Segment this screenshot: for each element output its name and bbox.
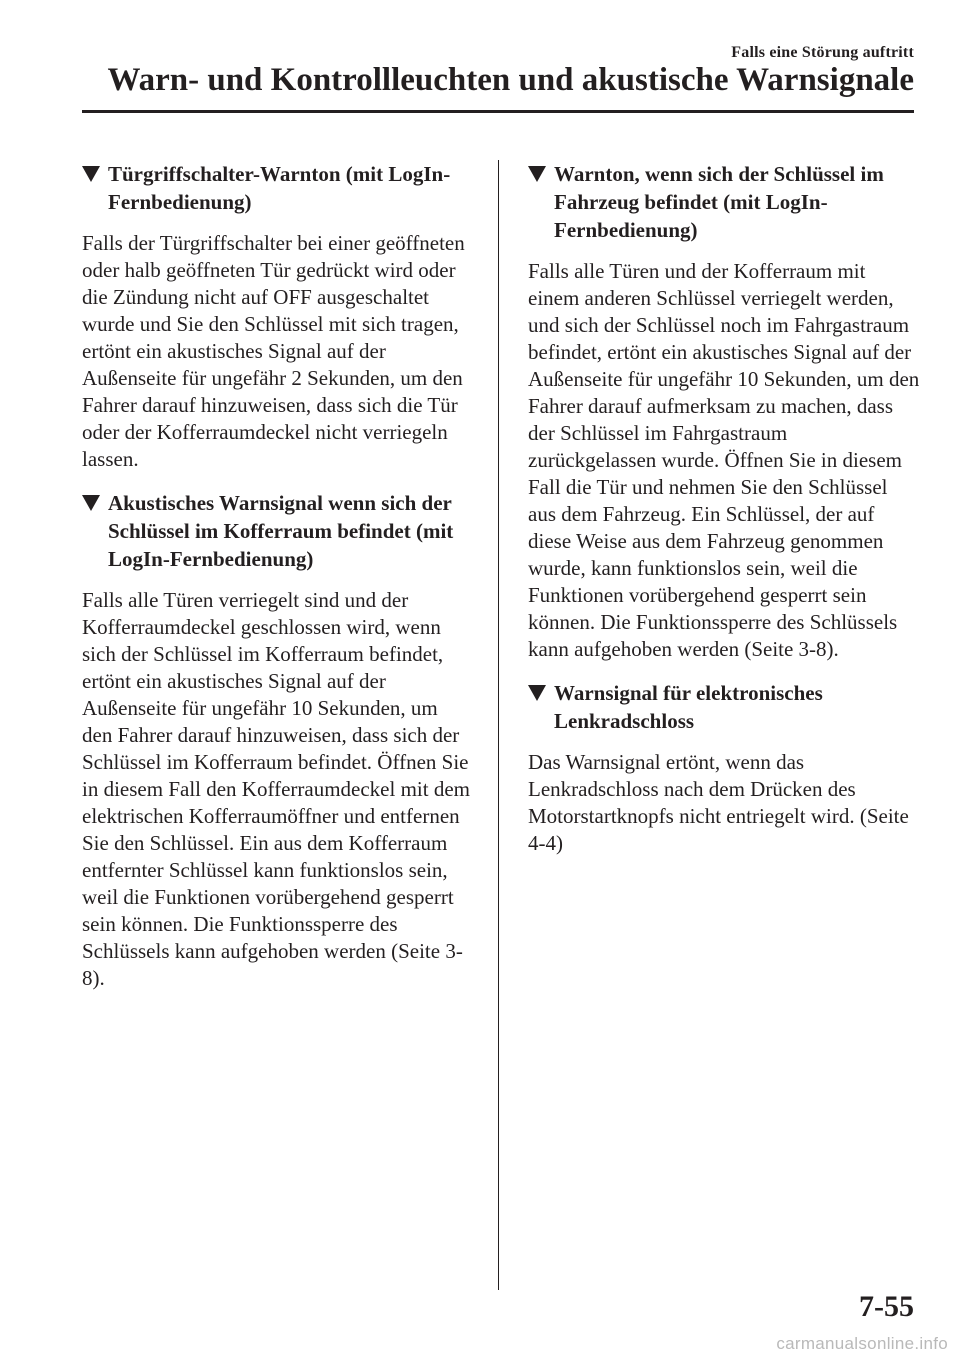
heading-text: Akustisches Warnsignal wenn sich der Schlüssel im Kofferraum befindet (mit LogIn-Fernbedienung) (108, 491, 454, 571)
column-divider (498, 160, 499, 1290)
triangle-bullet-icon (82, 495, 100, 511)
body-paragraph: Falls alle Türen verriegelt sind und der Kofferraumdeckel geschlossen wird, wenn sich der Schlüssel im Kofferraum befindet, ertönt ein akustisches Signal auf der Außenseite für ungefähr 10 Sekunden, um den Fahrer darauf hinzuweisen, dass sich der Schlüssel im Kofferraum befindet. Öffnen Sie in diesem Fall den Kofferraumdeckel mit dem elektrischen Kofferraumöffner und entfernen Sie den Schlüssel. Ein aus dem Kofferraum entfernter Schlüssel kann funktionslos sein, weil die Funktionen vorübergehend gesperrt sein können. Die Funktionssperre des Schlüssels kann aufgehoben werden (Seite 3-8). (82, 588, 470, 990)
body-paragraph: Falls alle Türen und der Kofferraum mit einem anderen Schlüssel verriegelt werden, und sich der Schlüssel noch im Fahrgastraum befindet, ertönt ein akustisches Signal auf der Außenseite für ungefähr 10 Sekunden, um den Fahrer darauf aufmerksam zu machen, dass der Schlüssel im Fahrgastraum zurückgelassen wurde. Öffnen Sie in diesem Fall die Tür und nehmen Sie den Schlüssel aus dem Fahrzeug. Ein Schlüssel, der auf diese Weise aus dem Fahrzeug genommen wurde, kann funktionslos sein, weil die Funktionen vorübergehend gesperrt sein können. Die Funktionssperre des Schlüssels kann aufgehoben werden (Seite 3-8). (528, 259, 920, 661)
left-column (82, 160, 472, 1008)
right-column (528, 160, 920, 873)
triangle-bullet-icon (528, 685, 546, 701)
heading-text: Türgriffschalter-Warnton (mit LogIn-Fernbedienung) (108, 162, 451, 214)
chapter-label: Falls eine Störung auftritt (731, 44, 914, 61)
heading-text: Warnsignal für elektronisches Lenkradschloss (554, 681, 823, 733)
section-heading-steering-lock (528, 679, 920, 735)
section-heading-key-in-vehicle (528, 160, 920, 244)
triangle-bullet-icon (82, 166, 100, 182)
heading-text: Warnton, wenn sich der Schlüssel im Fahrzeug befindet (mit LogIn-Fernbedienung) (554, 162, 884, 242)
triangle-bullet-icon (528, 166, 546, 182)
section-heading-door-handle (82, 160, 472, 216)
body-paragraph: Das Warnsignal ertönt, wenn das Lenkradschloss nach dem Drücken des Motorstartknopfs nicht entriegelt wird. (Seite 4-4) (528, 750, 909, 855)
section-title: Warn- und Kontrollleuchten und akustische Warnsignale (107, 62, 914, 98)
page-number: 7-55 (859, 1290, 914, 1323)
section-heading-key-in-trunk (82, 489, 472, 573)
watermark: carmanualsonline.info (776, 1334, 948, 1353)
body-paragraph: Falls der Türgriffschalter bei einer geöffneten oder halb geöffneten Tür gedrückt wird oder die Zündung nicht auf OFF ausgeschaltet wurde und Sie den Schlüssel mit sich tragen, ertönt ein akustisches Signal auf der Außenseite für ungefähr 2 Sekunden, um den Fahrer darauf hinzuweisen, dass sich die Tür oder der Kofferraumdeckel nicht verriegeln lassen. (82, 231, 465, 471)
header-rule (82, 110, 914, 113)
